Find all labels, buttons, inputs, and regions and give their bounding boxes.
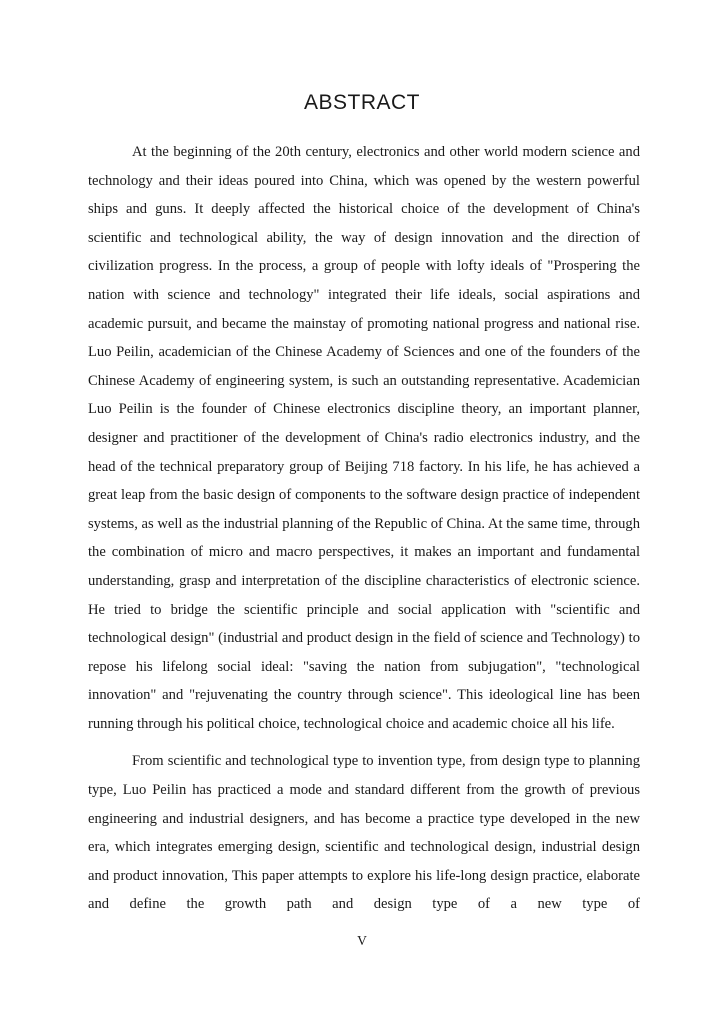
abstract-paragraph-2: From scientific and technological type to invention type, from design type to planning type, Luo Peilin has practiced a mode and standard different from the growth of previous engineering and industrial designers, and has become a practice type developed in the new era, which integrates emerging design, scientific and technological design, industrial design and product innovation, This paper attempts to explore his life-long design practice, elaborate and define the growth path and design type of a new type of xyxy=(88,753,640,913)
page-number: V xyxy=(357,933,367,948)
abstract-text-block xyxy=(88,138,640,919)
abstract-paragraph-1: At the beginning of the 20th century, electronics and other world modern science and technology and their ideas poured into China, which was opened by the western powerful ships and guns. It deeply affected the historical choice of the development of China's scientific and technological ability, the way of design innovation and the direction of civilization progress. In the process, a group of people with lofty ideals of "Prospering the nation with science and technology" integrated their life ideals, social aspirations and academic pursuit, and became the mainstay of promoting national progress and national rise. Luo Peilin, academician of the Chinese Academy of Sciences and one of the founders of the Chinese Academy of engineering system, is such an outstanding representative. Academician Luo Peilin is the founder of Chinese electronics discipline theory, an important planner, designer and practitioner of the development of China's radio electronics industry, and the head of the technical preparatory group of Beijing 718 factory. In his life, he has achieved a great leap from the basic design of components to the software design practice of independent systems, as well as the industrial planning of the Republic of China. At the same time, through the combination of micro and macro perspectives, it makes an important and fundamental understanding, grasp and interpretation of the discipline characteristics of electronic science. He tried to bridge the scientific principle and social application with "scientific and technological design" (industrial and product design in the field of science and Technology) to repose his lifelong social ideal: "saving the nation from subjugation", "technological innovation" and "rejuvenating the country through science". This ideological line has been running through his political choice, technological choice and academic choice all his life. xyxy=(88,144,640,732)
page-title: ABSTRACT xyxy=(303,91,420,114)
